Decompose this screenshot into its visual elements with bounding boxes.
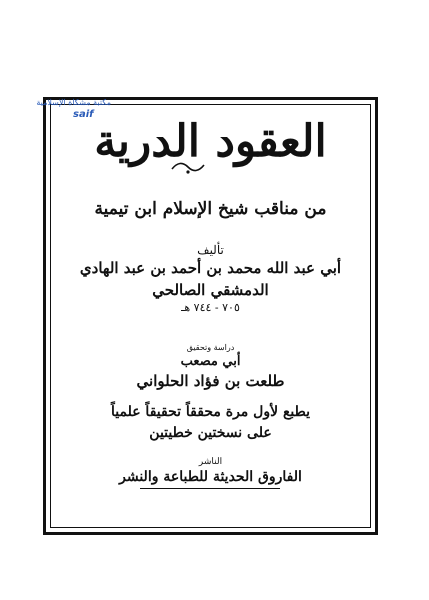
editor-kunya: أبي مصعب [180, 354, 241, 369]
edition-note-line-2: على نسختين خطيتين [149, 425, 272, 441]
edition-note-line-1: يطبع لأول مرة محققاً تحقيقاً علمياً [110, 404, 311, 420]
author-intro: تأليف [197, 243, 224, 257]
author-name: أبي عبد الله محمد بن أحمد بن عبد الهادي [79, 259, 342, 277]
publisher-underline [140, 488, 280, 489]
author-nisba: الدمشقي الصالحي [152, 281, 269, 299]
title-ornament [168, 157, 208, 177]
book-title: العقود الدرية [94, 116, 327, 167]
stamp-line-2: saif [73, 109, 94, 120]
book-subtitle: من مناقب شيخ الإسلام ابن تيمية [94, 199, 327, 219]
publisher-intro: الناشر [198, 457, 223, 467]
editor-name: طلعت بن فؤاد الحلواني [136, 372, 285, 390]
publisher-name: الفاروق الحديثة للطباعة والنشر [119, 469, 302, 485]
author-dates: ٧٠٥ - ٧٤٤ هـ [181, 301, 240, 314]
editor-intro: دراسة وتحقيق [186, 343, 235, 352]
stamp-line-1: مكتبة مشكاة الإسلامية [36, 98, 111, 107]
